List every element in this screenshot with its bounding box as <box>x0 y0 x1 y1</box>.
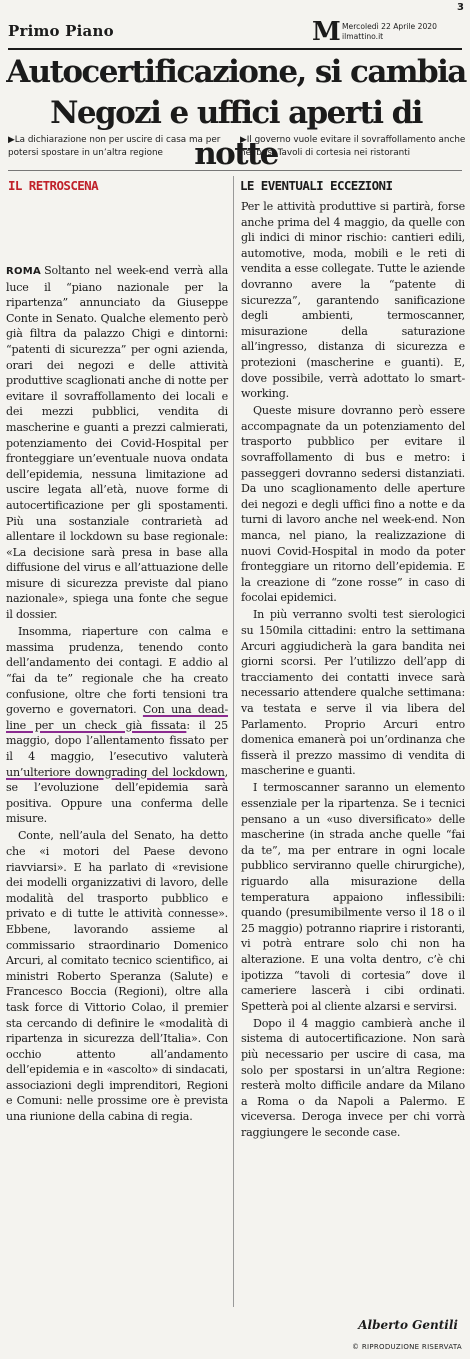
deck-rule <box>8 170 462 171</box>
copyright-notice: © RIPRODUZIONE RISERVATA <box>352 1343 462 1351</box>
column-divider <box>233 176 234 1307</box>
paragraph: In più verranno svolti test sierologici su 150mila cittadini: entro la settimana Arcuri aggiudicherà la gara bandita nei giorni scorsi. Per l’utilizzo dell’app di tracciamento dei contatti invece sarà necessario attendere qualche settimana: va testata e serve il via libera del Parlamento. Proprio Arcuri entro domenica emanerà poi un’ordinanza che fisserà il prezzo massimo di vendita di mascherine e guanti. <box>241 608 465 778</box>
section-label: Primo Piano <box>8 22 114 40</box>
kicker-retroscena: IL RETROSCENA <box>8 178 99 193</box>
deck-left: ▶La dichiarazione non per uscire di casa ma per potersi spostare in un’altra regione <box>8 135 221 158</box>
issue-date: Mercoledì 22 Aprile 2020 <box>342 22 437 31</box>
page-number: 3 <box>457 2 464 13</box>
paragraph-text: : il 25 maggio, dopo l’allentamento fissato per il 4 maggio, l’esecutivo valuterà <box>6 718 229 763</box>
headline-line-1: Autocertificazione, si cambia <box>6 54 466 90</box>
site-name: ilmattino.it <box>342 32 384 41</box>
paragraph-text: , se l’evoluzione dell’epidemia sarà positiva. Oppure una conferma delle misure. <box>6 765 228 826</box>
paragraph: Per le attività produttive si partirà, forse anche prima del 4 maggio, da quelle con gli indici di minor rischio: cantieri edili, automotive, moda, mobili e le reti di vendita a esse collegate. Tutte le aziende dovranno avere la “patente di sicurezza”, garantendo sanificazione degli ambienti, termoscanner, misurazione della saturazione all’ingresso, distanza di sicurezza e protezioni (mascherine e guanti). E, dove possibile, verrà adottato lo smart-working. <box>241 200 465 401</box>
byline: Alberto Gentili <box>358 1318 458 1332</box>
city-dateline: ROMA <box>6 266 42 277</box>
paragraph-text: Soltanto nel week-end verrà alla luce il “piano nazionale per la ripartenza” annunciato da Giuseppe Conte in Senato. Qualche elemento però già filtra da palazzo Chigi e dintorni: “patenti di sicurezza” per ogni azienda, orari dei negozi e delle attività produttive scaglionati anche di notte per evitare il sovraffollamento dei locali e dei mezzi pubblici, vendita di mascherine e guanti a prezzi calmierati, potenziamento dei Covid-Hospital per fronteggiare un’eventuale nuova ondata dell’epidemia, nessuna limitazione ad uscire legata all’età, nuove forme di autocertificazione per gli spostamenti. Più una sostanziale contrarietà ad allentare il lockdown su base regionale: «La decisione sarà presa in base alla diffusione del virus e all’attuazione delle misure di sicurezza previste dal piano nazionale», spiega una fonte che segue il dossier. <box>6 264 228 622</box>
right-column <box>241 199 465 1142</box>
paragraph: I termoscanner saranno un elemento essenziale per la ripartenza. Se i tecnici pensano a un «uso diversificato» delle mascherine (in strada anche quelle “fai da te”, ma per entrare in ogni locale pubblico serviranno quelle chirurgiche), riguardo alla misurazione della temperatura appaiono inflessibili: quando (presumibilmente verso il 18 o il 25 maggio) potranno riaprire i ristoranti, vi potrà entrare solo chi non ha alterazione. E una volta dentro, c’è chi ipotizza “tavoli di cortesia” dove il cameriere lascerà i cibi ordinati. Spetterà poi al cliente alzarsi e servirsi. <box>241 781 465 1013</box>
kicker-eccezioni: LE EVENTUALI ECCEZIONI <box>240 178 393 193</box>
masthead <box>312 18 462 46</box>
paragraph <box>6 624 228 827</box>
dateline <box>342 22 437 42</box>
paragraph <box>6 263 228 623</box>
headline-line-2: Negozi e uffici aperti di notte <box>50 95 422 172</box>
left-column <box>6 263 228 1126</box>
highlighted-text: un’ulteriore downgrading del lockdown <box>6 765 225 779</box>
paragraph: Conte, nell’aula del Senato, ha detto che «i motori del Paese devono riavviarsi». E ha parlato di «revisione dei modelli organizzativi di lavoro, delle modalità del trasporto pubblico e privato e di tutte le attività connesse». Ebbene, lavorando assieme al commissario straordinario Domenico Arcuri, al comitato tecnico scientifico, ai ministri Roberto Speranza (Salute) e Francesco Boccia (Regioni), oltre alla task force di Vittorio Colao, il premier sta cercando di definire le «modalità di ripartenza in sicurezza dell’Italia». Con occhio attento all’andamento dell’epidemia e in «ascolto» di sindacati, associazioni degli imprenditori, Regioni e Comuni: nelle prossime ore è prevista una riunione della cabina di regia. <box>6 829 228 1124</box>
top-rule <box>8 48 462 50</box>
paragraph: Dopo il 4 maggio cambierà anche il sistema di autocertificazione. Non sarà più necessario per uscire di casa, ma solo per spostarsi in un’altra Regione: resterà molto difficile andare da Milano a Roma o da Napoli a Palermo. E viceversa. Deroga invece per chi vorrà raggiungere le seconde case. <box>241 1016 465 1140</box>
paragraph: Queste misure dovranno però essere accompagnate da un potenziamento del trasporto pubblico per evitare il sovraffollamento di bus e metro: i passeggeri dovranno sedersi distanziati. Da uno scaglionamento delle aperture dei negozi e degli uffici fino a notte e da turni di lavoro anche nel week-end. Non manca, nel piano, la realizzazione di nuovi Covid-Hospital in modo da poter fronteggiare un ritorno dell’epidemia. E la creazione di “zone rosse” in caso di focolai epidemici. <box>241 404 465 605</box>
highlighted-text: Con una dead-line per un check già fissata <box>6 703 228 732</box>
paragraph-text: Insomma, riaperture con calma e massima prudenza, tenendo conto dell’andamento dei contagi. E addio al “fai da te” regionale che ha creato confusione, oltre che forti tensioni tra governo e governatori. <box>6 625 228 717</box>
deck-right: ▶Il governo vuole evitare il sovraffollamento anche nei bus. Tavoli di cortesia nei ristoranti <box>240 135 466 158</box>
newspaper-logo: M <box>312 17 341 47</box>
